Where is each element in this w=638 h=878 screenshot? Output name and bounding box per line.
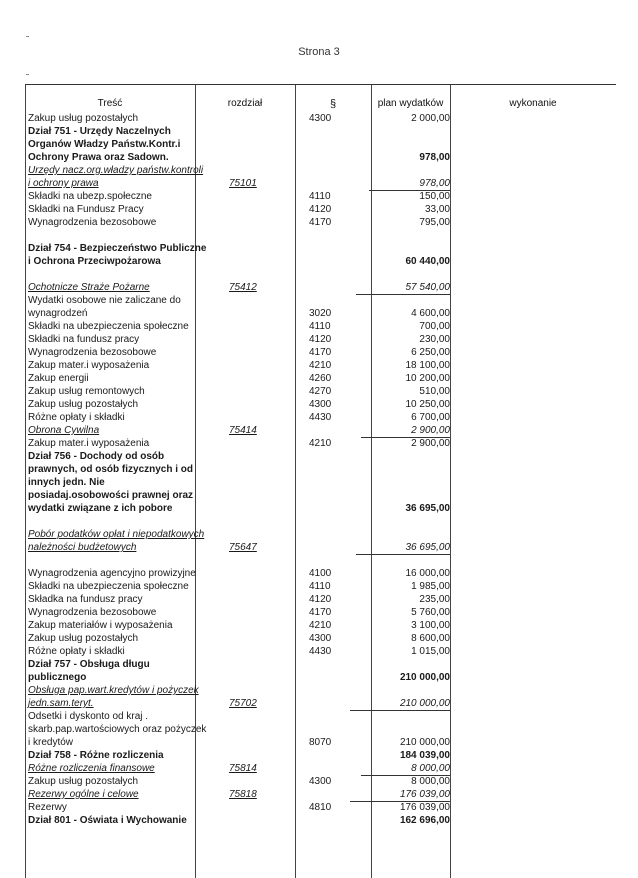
row-paragraf: 4110 <box>309 191 331 202</box>
table-row <box>25 619 616 632</box>
row-description: Dział 757 - Obsługa długu <box>28 659 150 670</box>
row-plan-value: 2 900,00 <box>411 425 450 436</box>
row-plan-value: 210 000,00 <box>399 672 450 683</box>
table-row <box>25 801 616 814</box>
row-description: Różne opłaty i składki <box>28 646 125 657</box>
row-description: Zakup usług pozostałych <box>28 113 139 124</box>
row-paragraf: 8070 <box>309 737 332 748</box>
row-description: Wynagrodzenia bezosobowe <box>28 217 157 228</box>
row-description: Różne rozliczenia finansowe <box>28 763 155 774</box>
row-paragraf: 4170 <box>309 347 332 358</box>
table-row <box>25 632 616 645</box>
table-row <box>25 281 616 294</box>
row-plan-value: 36 695,00 <box>405 542 450 553</box>
row-description: Obsługa pap.wart.kredytów i pożyczek <box>28 685 199 696</box>
table-row <box>25 294 616 307</box>
row-description: Ochrony Prawa oraz Sadown. <box>28 152 169 163</box>
row-rozdzial: 75412 <box>229 282 257 293</box>
row-paragraf: 4300 <box>309 776 332 787</box>
margin-mark <box>26 74 29 75</box>
row-plan-value: 8 000,00 <box>411 763 450 774</box>
table-row <box>25 411 616 424</box>
row-plan-value: 1 015,00 <box>411 646 450 657</box>
row-description: innych jedn. Nie <box>28 477 105 488</box>
table-row <box>25 476 616 489</box>
table-row <box>25 372 616 385</box>
row-description: Wydatki osobowe nie zaliczane do <box>28 295 181 306</box>
row-plan-value: 5 760,00 <box>411 607 450 618</box>
row-description: Ochotnicze Straże Pożarne <box>28 282 150 293</box>
row-paragraf: 4120 <box>309 204 332 215</box>
table-row <box>25 710 616 723</box>
table-row <box>25 333 616 346</box>
row-paragraf: 4430 <box>309 646 332 657</box>
table-row <box>25 138 616 151</box>
table-row <box>25 177 616 190</box>
row-plan-value: 184 039,00 <box>399 750 450 761</box>
row-description: Składki na Fundusz Pracy <box>28 204 144 215</box>
table-row <box>25 112 616 125</box>
row-paragraf: 4260 <box>309 373 332 384</box>
row-plan-value: 210 000,00 <box>399 737 450 748</box>
row-description: Składki na fundusz pracy <box>28 334 140 345</box>
row-paragraf: 4120 <box>309 594 332 605</box>
row-paragraf: 4170 <box>309 217 332 228</box>
table-row <box>25 320 616 333</box>
table-row <box>25 723 616 736</box>
row-description: Rezerwy <box>28 802 67 813</box>
table-row <box>25 151 616 164</box>
row-plan-value: 18 100,00 <box>405 360 450 371</box>
table-row <box>25 125 616 138</box>
row-description: Wynagrodzenia bezosobowe <box>28 607 157 618</box>
table-row <box>25 580 616 593</box>
row-description: i ochrony prawa <box>28 178 99 189</box>
row-description: i kredytów <box>28 737 74 748</box>
row-rozdzial: 75702 <box>229 698 257 709</box>
table-row <box>25 242 616 255</box>
table-row <box>25 515 616 528</box>
row-description: wynagrodzeń <box>28 308 88 319</box>
row-paragraf: 4210 <box>309 620 332 631</box>
header-plan: plan wydatków <box>377 98 444 109</box>
row-description: Zakup mater.i wyposażenia <box>28 360 150 371</box>
table-row <box>25 385 616 398</box>
table-row <box>25 554 616 567</box>
table-row <box>25 398 616 411</box>
row-plan-value: 176 039,00 <box>399 802 450 813</box>
row-paragraf: 4110 <box>309 581 331 592</box>
table-row <box>25 697 616 710</box>
table-row <box>25 307 616 320</box>
row-description: Dział 801 - Oświata i Wychowanie <box>28 815 187 826</box>
table-row <box>25 255 616 268</box>
table-row <box>25 229 616 242</box>
row-plan-value: 33,00 <box>424 204 450 215</box>
table-row <box>25 606 616 619</box>
row-description: i Ochrona Przeciwpożarowa <box>28 256 161 267</box>
table-row <box>25 502 616 515</box>
table-row <box>25 593 616 606</box>
row-plan-value: 700,00 <box>419 321 450 332</box>
row-paragraf: 4110 <box>309 321 331 332</box>
table-row <box>25 749 616 762</box>
table-row <box>25 450 616 463</box>
table-row <box>25 762 616 775</box>
row-description: Zakup energii <box>28 373 89 384</box>
margin-mark <box>26 36 29 37</box>
row-description: Urzędy nacz.org.władzy państw.kontroli <box>28 165 204 176</box>
table-row <box>25 359 616 372</box>
row-plan-value: 176 039,00 <box>399 789 450 800</box>
row-plan-value: 6 700,00 <box>411 412 450 423</box>
row-plan-value: 4 600,00 <box>411 308 450 319</box>
row-plan-value: 8 600,00 <box>411 633 450 644</box>
table-row <box>25 567 616 580</box>
row-description: prawnych, od osób fizycznych i od <box>28 464 194 475</box>
row-description: Wynagrodzenia agencyjno prowizyjne <box>28 568 196 579</box>
expenditure-table <box>25 84 616 878</box>
row-description: Rezerwy ogólne i celowe <box>28 789 139 800</box>
row-description: publicznego <box>28 672 87 683</box>
row-description: Składki na ubezp.społeczne <box>28 191 152 202</box>
row-description: Dział 751 - Urzędy Naczelnych <box>28 126 171 137</box>
table-row <box>25 268 616 281</box>
table-row <box>25 190 616 203</box>
row-description: Zakup usług remontowych <box>28 386 145 397</box>
row-plan-value: 10 200,00 <box>405 373 450 384</box>
row-description: wydatki związane z ich pobore <box>28 503 173 514</box>
row-description: Dział 758 - Różne rozliczenia <box>28 750 164 761</box>
row-description: Obrona Cywilna <box>28 425 100 436</box>
row-paragraf: 4120 <box>309 334 332 345</box>
row-paragraf: 4210 <box>309 438 332 449</box>
row-rozdzial: 75414 <box>229 425 257 436</box>
row-description: Zakup mater.i wyposażenia <box>28 438 150 449</box>
row-plan-value: 6 250,00 <box>411 347 450 358</box>
row-description: Różne opłaty i składki <box>28 412 125 423</box>
row-plan-value: 60 440,00 <box>405 256 450 267</box>
table-row <box>25 346 616 359</box>
row-plan-value: 978,00 <box>419 178 450 189</box>
table-row <box>25 658 616 671</box>
row-description: Odsetki i dyskonto od kraj . <box>28 711 149 722</box>
row-paragraf: 4300 <box>309 399 332 410</box>
row-plan-value: 2 000,00 <box>411 113 450 124</box>
row-plan-value: 8 000,00 <box>411 776 450 787</box>
row-description: Dział 756 - Dochody od osób <box>28 451 165 462</box>
row-rozdzial: 75101 <box>229 178 257 189</box>
row-rozdzial: 75647 <box>229 542 257 553</box>
table-row <box>25 164 616 177</box>
row-plan-value: 3 100,00 <box>411 620 450 631</box>
row-paragraf: 4270 <box>309 386 332 397</box>
row-plan-value: 57 540,00 <box>405 282 450 293</box>
row-description: Organów Władzy Państw.Kontr.i <box>28 139 181 150</box>
row-plan-value: 36 695,00 <box>405 503 450 514</box>
row-description: Składka na fundusz pracy <box>28 594 143 605</box>
row-plan-value: 16 000,00 <box>405 568 450 579</box>
row-plan-value: 510,00 <box>419 386 450 397</box>
row-paragraf: 3020 <box>309 308 332 319</box>
row-plan-value: 795,00 <box>419 217 450 228</box>
header-paragraf: § <box>329 98 337 110</box>
row-description: Pobór podatków opłat i niepodatkowych <box>28 529 205 540</box>
row-paragraf: 4300 <box>309 633 332 644</box>
row-description: skarb.pap.wartościowych oraz pożyczek <box>28 724 207 735</box>
row-description: Zakup usług pozostałych <box>28 399 139 410</box>
table-row <box>25 775 616 788</box>
row-plan-value: 150,00 <box>419 191 450 202</box>
table-row <box>25 489 616 502</box>
row-description: posiadaj.osobowości prawnej oraz <box>28 490 194 501</box>
row-description: Wynagrodzenia bezosobowe <box>28 347 157 358</box>
row-description: Zakup usług pozostałych <box>28 776 139 787</box>
row-rozdzial: 75814 <box>229 763 257 774</box>
table-row <box>25 736 616 749</box>
row-description: należności budżetowych <box>28 542 137 553</box>
row-description: Zakup materiałów i wyposażenia <box>28 620 173 631</box>
row-description: jedn.sam.teryt. <box>28 698 94 709</box>
header-tresc: Treść <box>97 98 123 109</box>
row-paragraf: 4170 <box>309 607 332 618</box>
row-paragraf: 4100 <box>309 568 332 579</box>
row-paragraf: 4300 <box>309 113 332 124</box>
table-row <box>25 645 616 658</box>
row-plan-value: 162 696,00 <box>399 815 450 826</box>
row-description: Dział 754 - Bezpieczeństwo Publiczne <box>28 243 207 254</box>
row-description: Składki na ubezpieczenia społeczne <box>28 321 189 332</box>
row-plan-value: 10 250,00 <box>405 399 450 410</box>
row-plan-value: 210 000,00 <box>399 698 450 709</box>
table-row <box>25 424 616 437</box>
header-wykonanie: wykonanie <box>509 98 557 109</box>
table-row <box>25 788 616 801</box>
page-title: Strona 3 <box>298 46 340 58</box>
row-description: Składki na ubezpieczenia społeczne <box>28 581 189 592</box>
row-paragraf: 4430 <box>309 412 332 423</box>
row-description: Zakup usług pozostałych <box>28 633 139 644</box>
table-row <box>25 684 616 697</box>
table-row <box>25 671 616 684</box>
table-row <box>25 541 616 554</box>
table-row <box>25 814 616 827</box>
table-row <box>25 463 616 476</box>
row-paragraf: 4810 <box>309 802 332 813</box>
row-rozdzial: 75818 <box>229 789 257 800</box>
row-plan-value: 230,00 <box>419 334 450 345</box>
table-row <box>25 216 616 229</box>
table-row <box>25 528 616 541</box>
row-plan-value: 1 985,00 <box>411 581 450 592</box>
row-paragraf: 4210 <box>309 360 332 371</box>
row-plan-value: 235,00 <box>419 594 450 605</box>
table-row <box>25 437 616 450</box>
row-plan-value: 978,00 <box>419 152 450 163</box>
table-row <box>25 203 616 216</box>
header-rozdzial: rozdział <box>227 98 263 109</box>
row-plan-value: 2 900,00 <box>411 438 450 449</box>
